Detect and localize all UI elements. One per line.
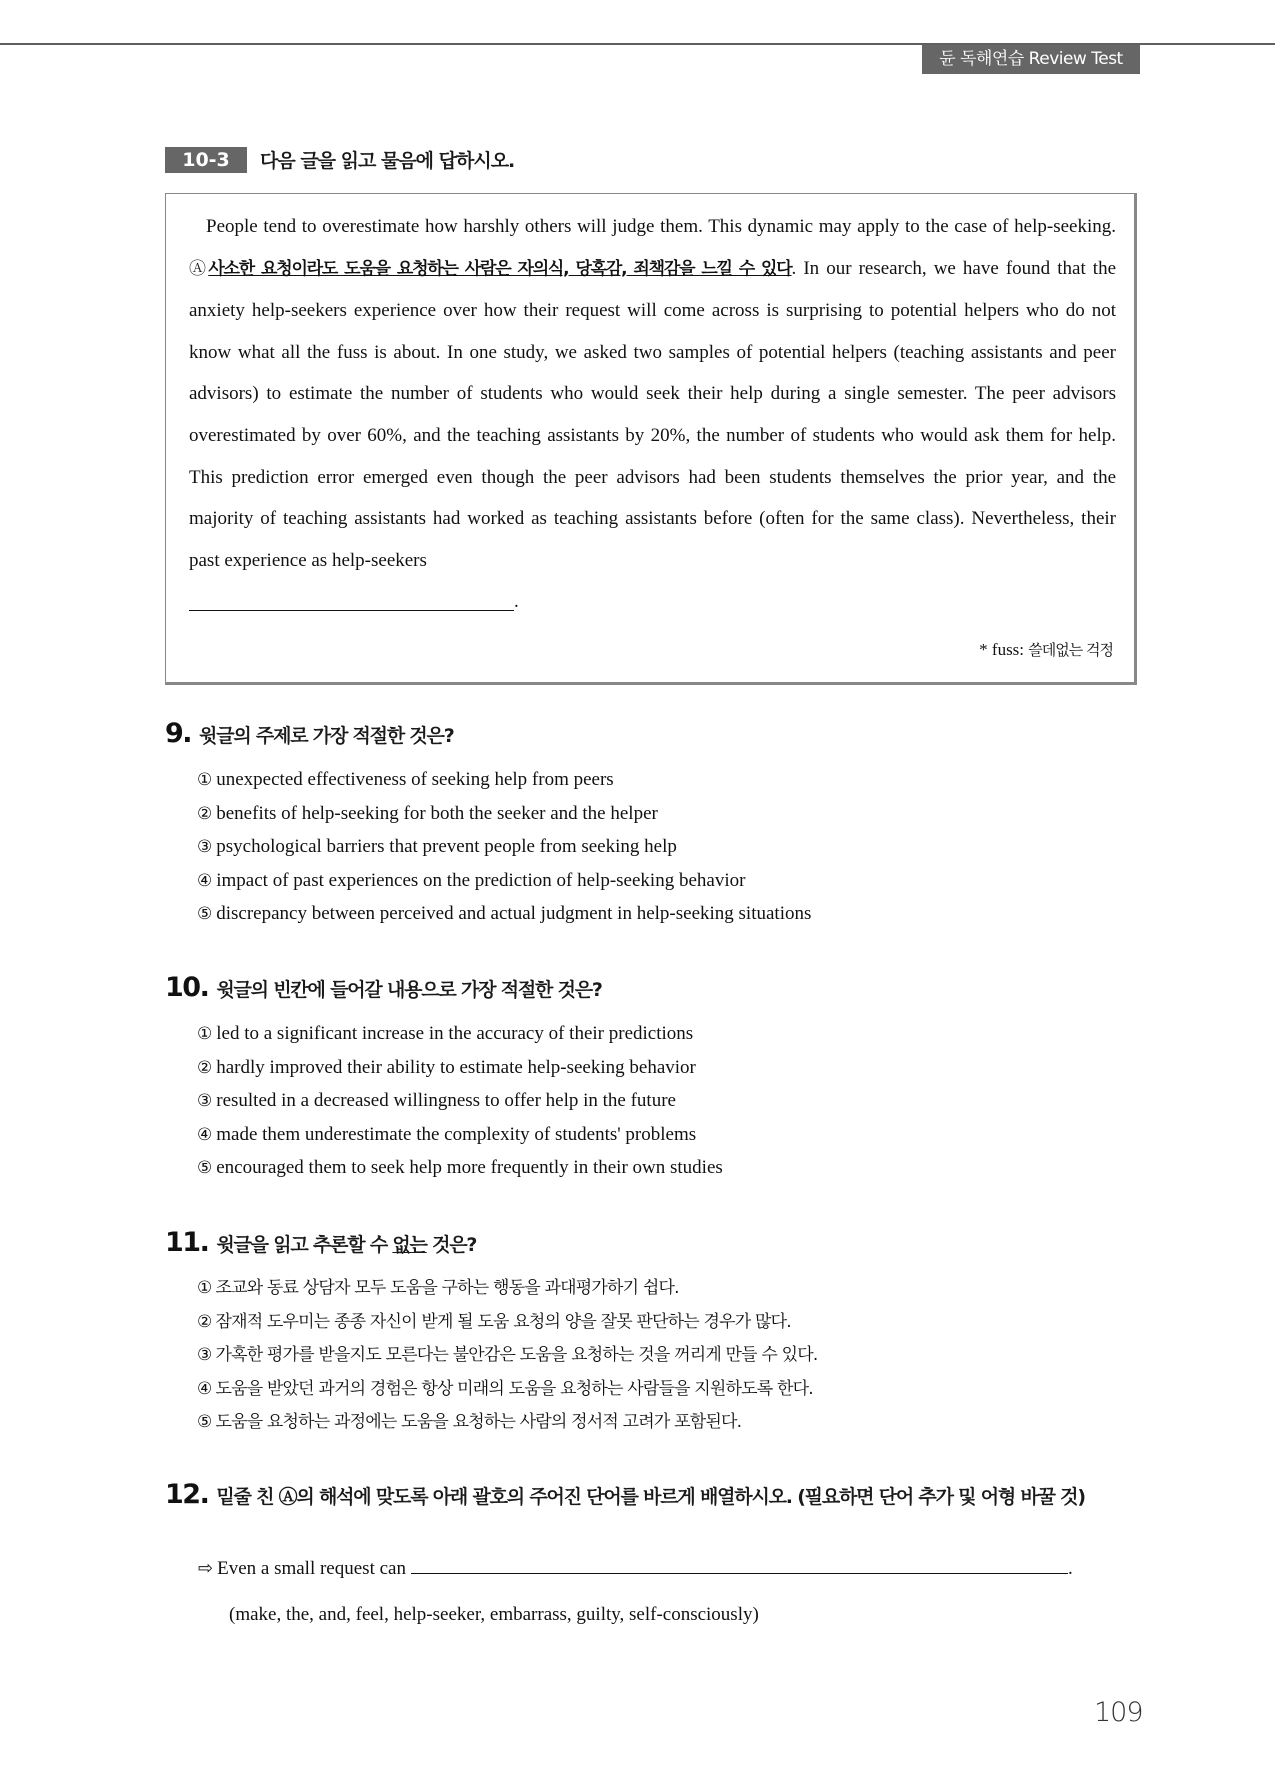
- option-1[interactable]: ① 조교와 동료 상담자 모두 도움을 구하는 행동을 과대평가하기 쉽다.: [197, 1278, 679, 1298]
- word-bank: (make, the, and, feel, help-seeker, embarrass, guilty, self-consciously): [229, 1604, 759, 1625]
- option-2[interactable]: ② benefits of help-seeking for both the seeker and the helper: [197, 802, 658, 824]
- passage-blank: [189, 590, 514, 611]
- option-4[interactable]: ④ made them underestimate the complexity of students' problems: [197, 1123, 697, 1145]
- question-12: [165, 1479, 1085, 1510]
- arrow-right-icon: ⇨: [198, 1558, 214, 1579]
- question-title: 밑줄 친 Ⓐ의 해석에 맞도록 아래 괄호의 주어진 단어를 바르게 배열하시오. (필요하면 단어 추가 및 어형 바꿀 것): [216, 1486, 1085, 1508]
- section-badge: 10-3: [165, 147, 247, 173]
- passage-box: [165, 193, 1137, 685]
- option-5[interactable]: ⑤ 도움을 요청하는 과정에는 도움을 요청하는 사람의 정서적 고려가 포함된다.: [197, 1412, 742, 1432]
- section-instruction: 다음 글을 읽고 물음에 답하시오.: [260, 150, 515, 172]
- options-list: [197, 1017, 723, 1185]
- question-title: 윗글의 빈칸에 들어갈 내용으로 가장 적절한 것은?: [216, 979, 602, 1001]
- option-3[interactable]: ③ resulted in a decreased willingness to offer help in the future: [197, 1090, 676, 1111]
- passage-sentence-1: People tend to overestimate how harshly others will judge them. This dynamic may apply to the case of help-seeking.: [206, 216, 1116, 237]
- option-1[interactable]: ① unexpected effectiveness of seeking help from peers: [197, 769, 614, 790]
- options-list: [197, 1272, 817, 1440]
- passage-rest: . In our research, we have found that the anxiety help-seekers experience over how their request will come across is surprising to potential helpers who do not know what all the fuss is about. In one study, we asked two samples of potential helpers (teaching assistants and peer advisors) to estimate the number of students who would seek their help during a single semester. The peer advisors overestimated by over 60%, and the teaching assistants by 20%, the number of students who would ask them for help. This prediction error emerged even though the peer advisors had been students themselves the prior year, and the majority of teaching assistants had worked as teaching assistants before (often for the same class). Nevertheless, their past experience as help-seekers: [189, 257, 1116, 571]
- option-5[interactable]: ⑤ encouraged them to seek help more frequently in their own studies: [197, 1157, 723, 1178]
- option-1[interactable]: ① led to a significant increase in the accuracy of their predictions: [197, 1023, 694, 1044]
- question-number: 12.: [165, 1479, 209, 1510]
- answer-blank-field[interactable]: [411, 1553, 1068, 1574]
- footnote: * fuss: 쓸데없는 걱정: [979, 640, 1113, 659]
- option-4[interactable]: ④ 도움을 받았던 과거의 경험은 항상 미래의 도움을 요청하는 사람들을 지원하도록 한다.: [197, 1378, 813, 1399]
- question-10: [165, 972, 723, 1185]
- option-5[interactable]: ⑤ discrepancy between perceived and actual judgment in help-seeking situations: [197, 903, 812, 924]
- answer-prefix: Even a small request can: [217, 1558, 406, 1579]
- page-number: 109: [1094, 1697, 1143, 1728]
- question-number: 9.: [165, 718, 192, 749]
- header-tag: 듄 독해연습 Review Test: [922, 45, 1140, 74]
- option-3[interactable]: ③ 가혹한 평가를 받을지도 모른다는 불안감은 도움을 요청하는 것을 꺼리게 만들 수 있다.: [197, 1345, 818, 1365]
- option-4[interactable]: ④ impact of past experiences on the prediction of help-seeking behavior: [197, 869, 746, 891]
- options-list: [197, 763, 811, 931]
- question-9: [165, 718, 811, 931]
- question-title: 윗글의 주제로 가장 적절한 것은?: [199, 725, 454, 747]
- option-3[interactable]: ③ psychological barriers that prevent people from seeking help: [197, 836, 677, 857]
- question-number: 10.: [165, 972, 209, 1003]
- question-title: 윗글을 읽고 추론할 수 없는 것은?: [216, 1234, 477, 1256]
- option-2[interactable]: ② 잠재적 도우미는 종종 자신이 받게 될 도움 요청의 양을 잘못 판단하는 경우가 많다.: [197, 1311, 791, 1332]
- emphasis-underline: 없는: [392, 1234, 427, 1256]
- underlined-sentence-a: 사소한 요청이라도 도움을 요청하는 사람은 자의식, 당혹감, 죄책감을 느낄 수 있다: [208, 258, 792, 279]
- passage-text: People tend to overestimate how harshly others will judge them. This dynamic may apply to the case of help-seeking. Ⓐ사소한 요청이라도 도움을 요청하는 사람은 자의식, 당혹감, 죄책감을 느낄 수 있다. In our research, we have found that the anxiety help-seekers experience over how their request will come across is surprising to potential helpers who do not know what all the fuss is about. In one study, we asked two samples of potential helpers (teaching assistants and peer advisors) to estimate the number of students who would seek their help during a single semester. The peer advisors overestimated by over 60%, and the teaching assistants by 20%, the number of students who would ask them for help. This prediction error emerged even though the peer advisors had been students themselves the prior year, and the majority of teaching assistants had worked as teaching assistants before (often for the same class). Nevertheless, their past experience as help-seekers .: [189, 216, 1116, 613]
- question-11: [165, 1227, 817, 1440]
- section-heading: [165, 146, 514, 173]
- option-2[interactable]: ② hardly improved their ability to estimate help-seeking behavior: [197, 1056, 696, 1078]
- question-number: 11.: [165, 1227, 209, 1258]
- answer-line: ⇨ Even a small request can .: [198, 1553, 1073, 1580]
- marker-a-icon: Ⓐ: [189, 258, 209, 279]
